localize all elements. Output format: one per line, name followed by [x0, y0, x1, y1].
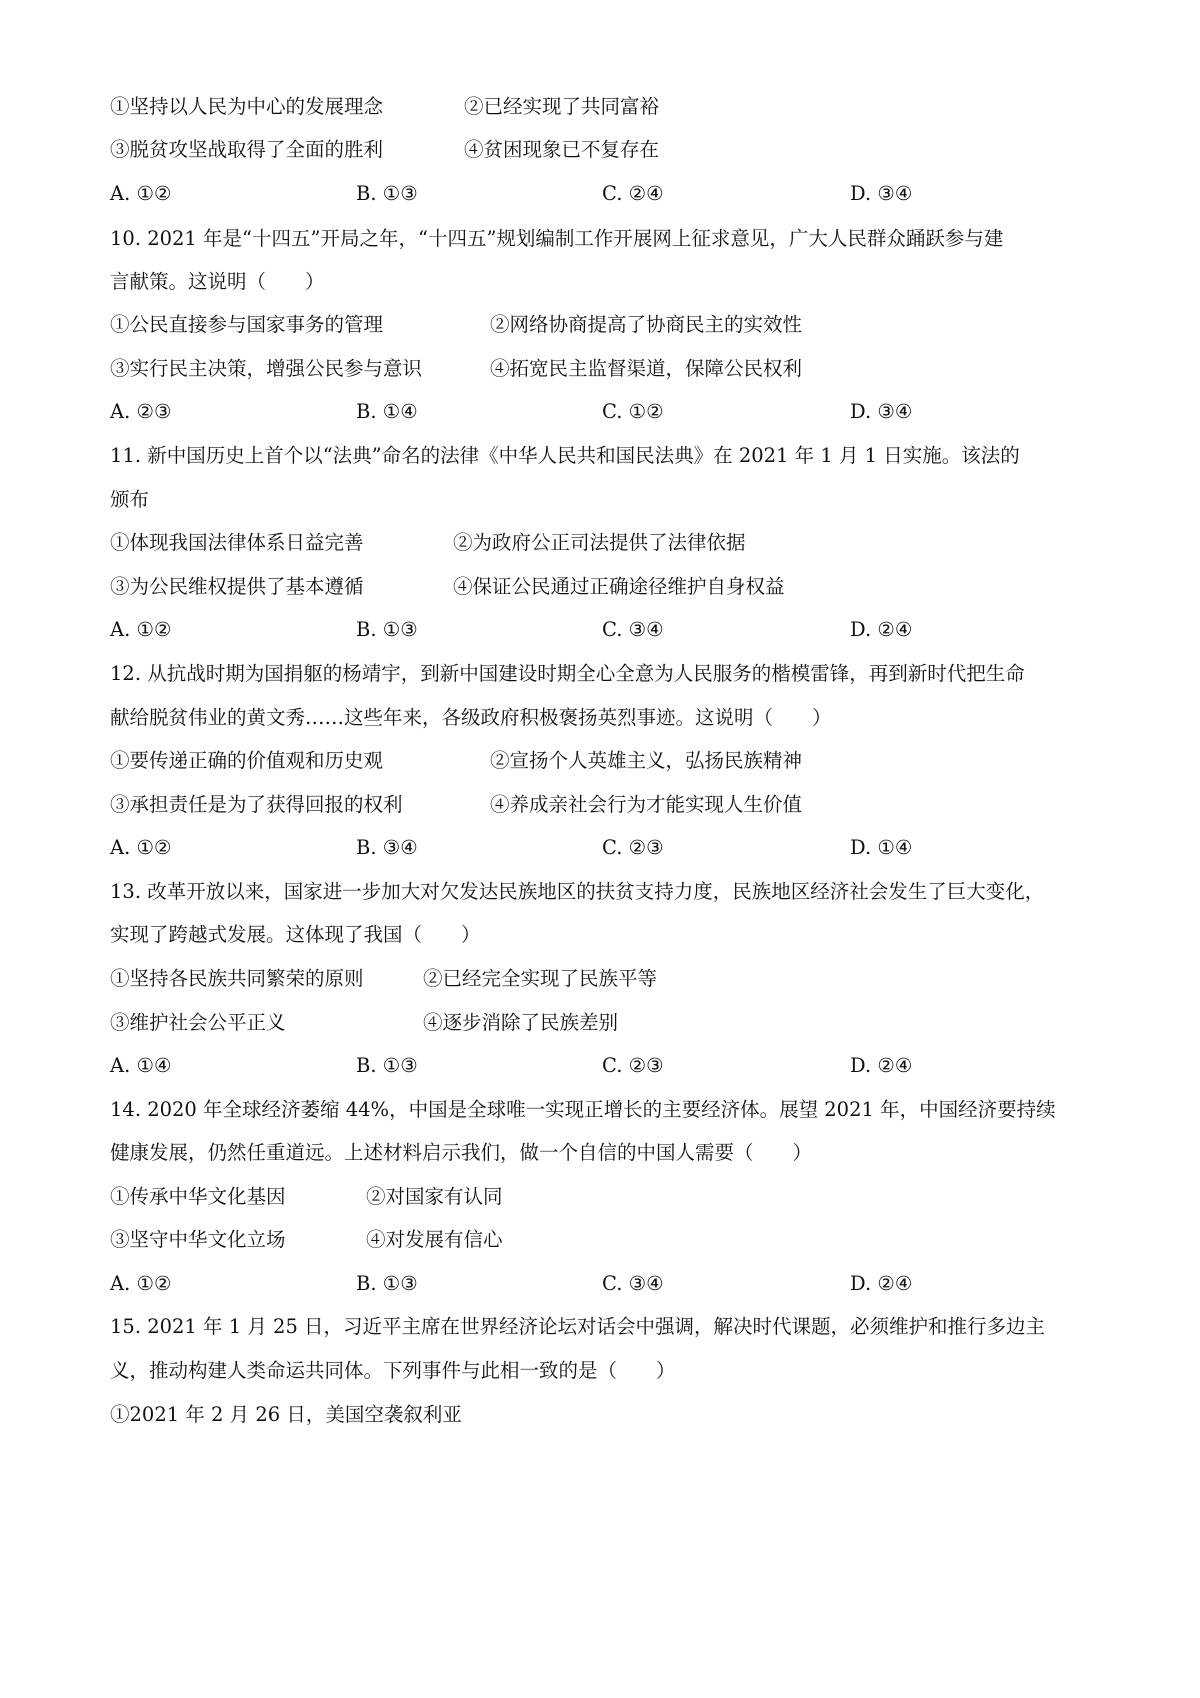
q14-answer-b: B. ①③	[356, 1272, 418, 1295]
q12-options-row-1	[110, 747, 1110, 775]
q12-options-row-2	[110, 791, 1110, 819]
q13-option-4: ④逐步消除了民族差别	[423, 1011, 619, 1034]
q9-option-2: ②已经实现了共同富裕	[464, 95, 660, 118]
q10-option-4: ④拓宽民主监督渠道，保障公民权利	[490, 357, 803, 380]
q11-answer-a: A. ①②	[110, 618, 172, 641]
q11-answer-choices	[110, 616, 1110, 644]
q12-answer-c: C. ②③	[602, 836, 664, 859]
q9-answer-a: A. ①②	[110, 182, 172, 205]
q10-option-2: ②网络协商提高了协商民主的实效性	[490, 313, 803, 336]
q13-stem-line-2: 实现了跨越式发展。这体现了我国（ ）	[110, 923, 481, 946]
q12-option-4: ④养成亲社会行为才能实现人生价值	[490, 793, 803, 816]
q9-answer-c: C. ②④	[602, 182, 664, 205]
q14-option-4: ④对发展有信心	[366, 1228, 503, 1251]
q14-answer-choices	[110, 1270, 1110, 1298]
q11-stem-line-2: 颁布	[110, 488, 150, 511]
q13-answer-c: C. ②③	[602, 1054, 664, 1077]
q14-stem-line-1: 14. 2020 年全球经济萎缩 44%，中国是全球唯一实现正增长的主要经济体。展望 2021 年，中国经济要持续	[110, 1098, 1056, 1121]
q12-stem-line-1: 12. 从抗战时期为国捐躯的杨靖宇，到新中国建设时期全心全意为人民服务的楷模雷锋，再到新时代把生命	[110, 662, 1025, 685]
q12-answer-choices	[110, 834, 1110, 862]
q10-answer-choices	[110, 398, 1110, 426]
q13-option-1: ①坚持各民族共同繁荣的原则	[110, 967, 364, 990]
q12-answer-b: B. ③④	[356, 836, 418, 859]
q11-answer-d: D. ②④	[850, 618, 913, 641]
q13-answer-d: D. ②④	[850, 1054, 913, 1077]
q10-option-1: ①公民直接参与国家事务的管理	[110, 313, 384, 336]
q12-answer-d: D. ①④	[850, 836, 913, 859]
q10-options-row-1	[110, 311, 1110, 339]
q14-answer-a: A. ①②	[110, 1272, 172, 1295]
q15-stem-line-2: 义，推动构建人类命运共同体。下列事件与此相一致的是（ ）	[110, 1359, 676, 1382]
q12-stem-line-2: 献给脱贫伟业的黄文秀……这些年来，各级政府积极褒扬英烈事迹。这说明（ ）	[110, 706, 832, 729]
q9-options-row-2	[110, 136, 1110, 164]
q12-option-3: ③承担责任是为了获得回报的权利	[110, 793, 403, 816]
q9-option-4: ④贫困现象已不复存在	[464, 138, 660, 161]
q13-option-2: ②已经完全实现了民族平等	[423, 967, 658, 990]
q10-options-row-2	[110, 355, 1110, 383]
q11-options-row-1	[110, 529, 1110, 557]
q10-answer-d: D. ③④	[850, 400, 913, 423]
q14-options-row-1	[110, 1183, 1110, 1211]
q9-answer-choices	[110, 180, 1110, 208]
q15-stem-line-1: 15. 2021 年 1 月 25 日，习近平主席在世界经济论坛对话会中强调，解决时代课题，必须维护和推行多边主	[110, 1315, 1046, 1338]
q10-answer-a: A. ②③	[110, 400, 172, 423]
q13-answer-a: A. ①④	[110, 1054, 172, 1077]
q12-option-1: ①要传递正确的价值观和历史观	[110, 749, 384, 772]
q14-option-2: ②对国家有认同	[366, 1185, 503, 1208]
q11-option-1: ①体现我国法律体系日益完善	[110, 531, 364, 554]
q13-options-row-2	[110, 1009, 1110, 1037]
q11-option-3: ③为公民维权提供了基本遵循	[110, 575, 364, 598]
q9-answer-d: D. ③④	[850, 182, 913, 205]
q15-option-1: ①2021 年 2 月 26 日，美国空袭叙利亚	[110, 1403, 462, 1426]
q14-options-row-2	[110, 1226, 1110, 1254]
q11-option-4: ④保证公民通过正确途径维护自身权益	[453, 575, 785, 598]
q13-stem-line-1: 13. 改革开放以来，国家进一步加大对欠发达民族地区的扶贫支持力度，民族地区经济社会发生了巨大变化，	[110, 880, 1045, 903]
q14-answer-d: D. ②④	[850, 1272, 913, 1295]
q10-answer-c: C. ①②	[602, 400, 664, 423]
q11-option-2: ②为政府公正司法提供了法律依据	[453, 531, 746, 554]
q14-answer-c: C. ③④	[602, 1272, 664, 1295]
q9-answer-b: B. ①③	[356, 182, 418, 205]
q9-option-1: ①坚持以人民为中心的发展理念	[110, 95, 384, 118]
q13-answer-choices	[110, 1052, 1110, 1080]
q11-answer-c: C. ③④	[602, 618, 664, 641]
q11-answer-b: B. ①③	[356, 618, 418, 641]
q12-answer-a: A. ①②	[110, 836, 172, 859]
q14-option-1: ①传承中华文化基因	[110, 1185, 286, 1208]
q9-options-row-1	[110, 93, 1110, 121]
q11-options-row-2	[110, 573, 1110, 601]
q13-option-3: ③维护社会公平正义	[110, 1011, 286, 1034]
q10-stem-line-1: 10. 2021 年是“十四五”开局之年，“十四五”规划编制工作开展网上征求意见，广大人民群众踊跃参与建	[110, 227, 1004, 250]
q12-option-2: ②宣扬个人英雄主义，弘扬民族精神	[490, 749, 803, 772]
q9-option-3: ③脱贫攻坚战取得了全面的胜利	[110, 138, 384, 161]
q11-stem-line-1: 11. 新中国历史上首个以“法典”命名的法律《中华人民共和国民法典》在 2021 年 1 月 1 日实施。该法的	[110, 444, 1020, 467]
q14-stem-line-2: 健康发展，仍然任重道远。上述材料启示我们，做一个自信的中国人需要（ ）	[110, 1141, 813, 1164]
q14-option-3: ③坚守中华文化立场	[110, 1228, 286, 1251]
q10-answer-b: B. ①④	[356, 400, 418, 423]
q13-options-row-1	[110, 965, 1110, 993]
q13-answer-b: B. ①③	[356, 1054, 418, 1077]
q10-stem-line-2: 言献策。这说明（ ）	[110, 270, 325, 293]
q10-option-3: ③实行民主决策，增强公民参与意识	[110, 357, 423, 380]
